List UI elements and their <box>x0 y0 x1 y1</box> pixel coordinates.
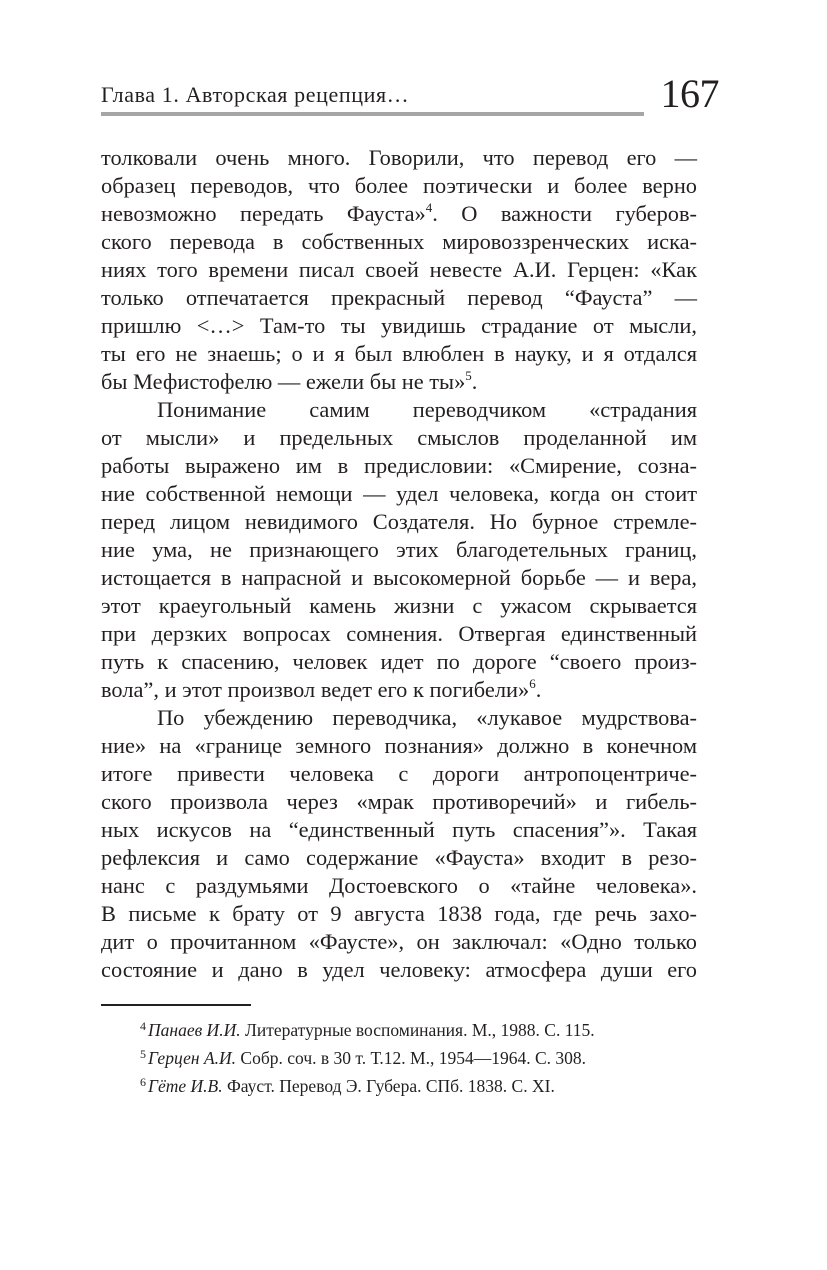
text-line: перед лицом невидимого Создателя. Но бурное стремле- <box>101 509 697 534</box>
main-text <box>101 144 697 984</box>
footnote-text: Литературные воспоминания. М., 1988. С. 115. <box>240 1020 595 1040</box>
text-line: итоге привести человека с дороги антропоцентриче- <box>101 761 697 786</box>
page-number: 167 <box>660 71 719 116</box>
text-line: от мысли» и предельных смыслов проделанной им <box>101 425 697 450</box>
footnote-number: 4 <box>140 1019 146 1033</box>
footnote-ref[interactable]: 6 <box>529 676 536 691</box>
text-line: ского произвола через «мрак противоречий» и гибель- <box>101 789 697 814</box>
text-line: ниях того времени писал своей невесте А.И. Герцен: «Как <box>101 257 697 282</box>
text-line: только отпечатается прекрасный перевод “Фауста” — <box>101 285 697 310</box>
text-line: состояние и дано в удел человеку: атмосфера души его <box>101 957 697 982</box>
footnotes <box>140 1016 700 1100</box>
text-line: ние» на «границе земного познания» должно в конечном <box>101 733 697 758</box>
text-line: бы Мефистофелю — ежели бы не ты»$^5$. <box>101 368 478 394</box>
text-line: образец переводов, что более поэтически и более верно <box>101 173 697 198</box>
footnote-number: 5 <box>140 1047 146 1061</box>
text-line: рефлексия и само содержание «Фауста» входит в резо- <box>101 845 697 870</box>
text-line: при дерзких вопросах сомнения. Отвергая единственный <box>101 621 697 646</box>
running-header <box>101 71 721 120</box>
text-line: ского перевода в собственных мировоззренческих иска- <box>101 229 697 254</box>
text-line: ние собственной немощи — удел человека, когда он стоит <box>101 481 697 506</box>
text-line: нанс с раздумьями Достоевского о «тайне человека». <box>101 873 697 898</box>
footnote-text: Фауст. Перевод Э. Губера. СПб. 1838. С. XI. <box>222 1076 555 1096</box>
header-rule <box>101 112 644 116</box>
footnote <box>140 1072 700 1100</box>
text-line: истощается в напрасной и высокомерной борьбе — и вера, <box>101 565 697 590</box>
footnote <box>140 1016 700 1044</box>
text-line: Понимание самим переводчиком «страдания <box>157 397 697 422</box>
text-line: ние ума, не признающего этих благодетельных границ, <box>101 537 697 562</box>
footnote-ref[interactable]: 5 <box>465 368 472 383</box>
footnote-author: Гёте И.В. <box>148 1076 223 1096</box>
text-line: По убеждению переводчика, «лукавое мудрствова- <box>157 705 697 730</box>
text-line: работы выражено им в предисловии: «Смирение, созна- <box>101 453 697 478</box>
text-line: путь к спасению, человек идет по дороге “своего произ- <box>101 649 697 674</box>
text-line: дит о прочитанном «Фаусте», он заключал: «Одно только <box>101 929 697 954</box>
chapter-title: Глава 1. Авторская рецепция… <box>101 82 410 107</box>
footnote-number: 6 <box>140 1075 146 1089</box>
text-line: ты его не знаешь; о и я был влюблен в науку, и я отдался <box>101 341 697 366</box>
footnote-separator <box>101 1004 251 1006</box>
footnote-author: Герцен А.И. <box>148 1048 237 1068</box>
text-line: этот краеугольный камень жизни с ужасом скрывается <box>101 593 697 618</box>
text-line: В письме к брату от 9 августа 1838 года, где речь захо- <box>101 901 697 926</box>
footnote-text: Собр. соч. в 30 т. Т.12. М., 1954—1964. С. 308. <box>236 1048 587 1068</box>
text-line: ных искусов на “единственный путь спасения”». Такая <box>101 817 697 842</box>
footnote <box>140 1044 700 1072</box>
text-line: невозможно передать Фауста»$^4$. О важности губеров- <box>101 200 697 226</box>
text-line: толковали очень много. Говорили, что перевод его — <box>101 145 697 170</box>
footnote-ref[interactable]: 4 <box>425 200 433 215</box>
text-line: пришлю <…> Там-то ты увидишь страдание от мысли, <box>101 313 697 338</box>
text-line: вола”, и этот произвол ведет его к погибели»$^6$. <box>101 676 542 702</box>
footnote-author: Панаев И.И. <box>148 1020 241 1040</box>
